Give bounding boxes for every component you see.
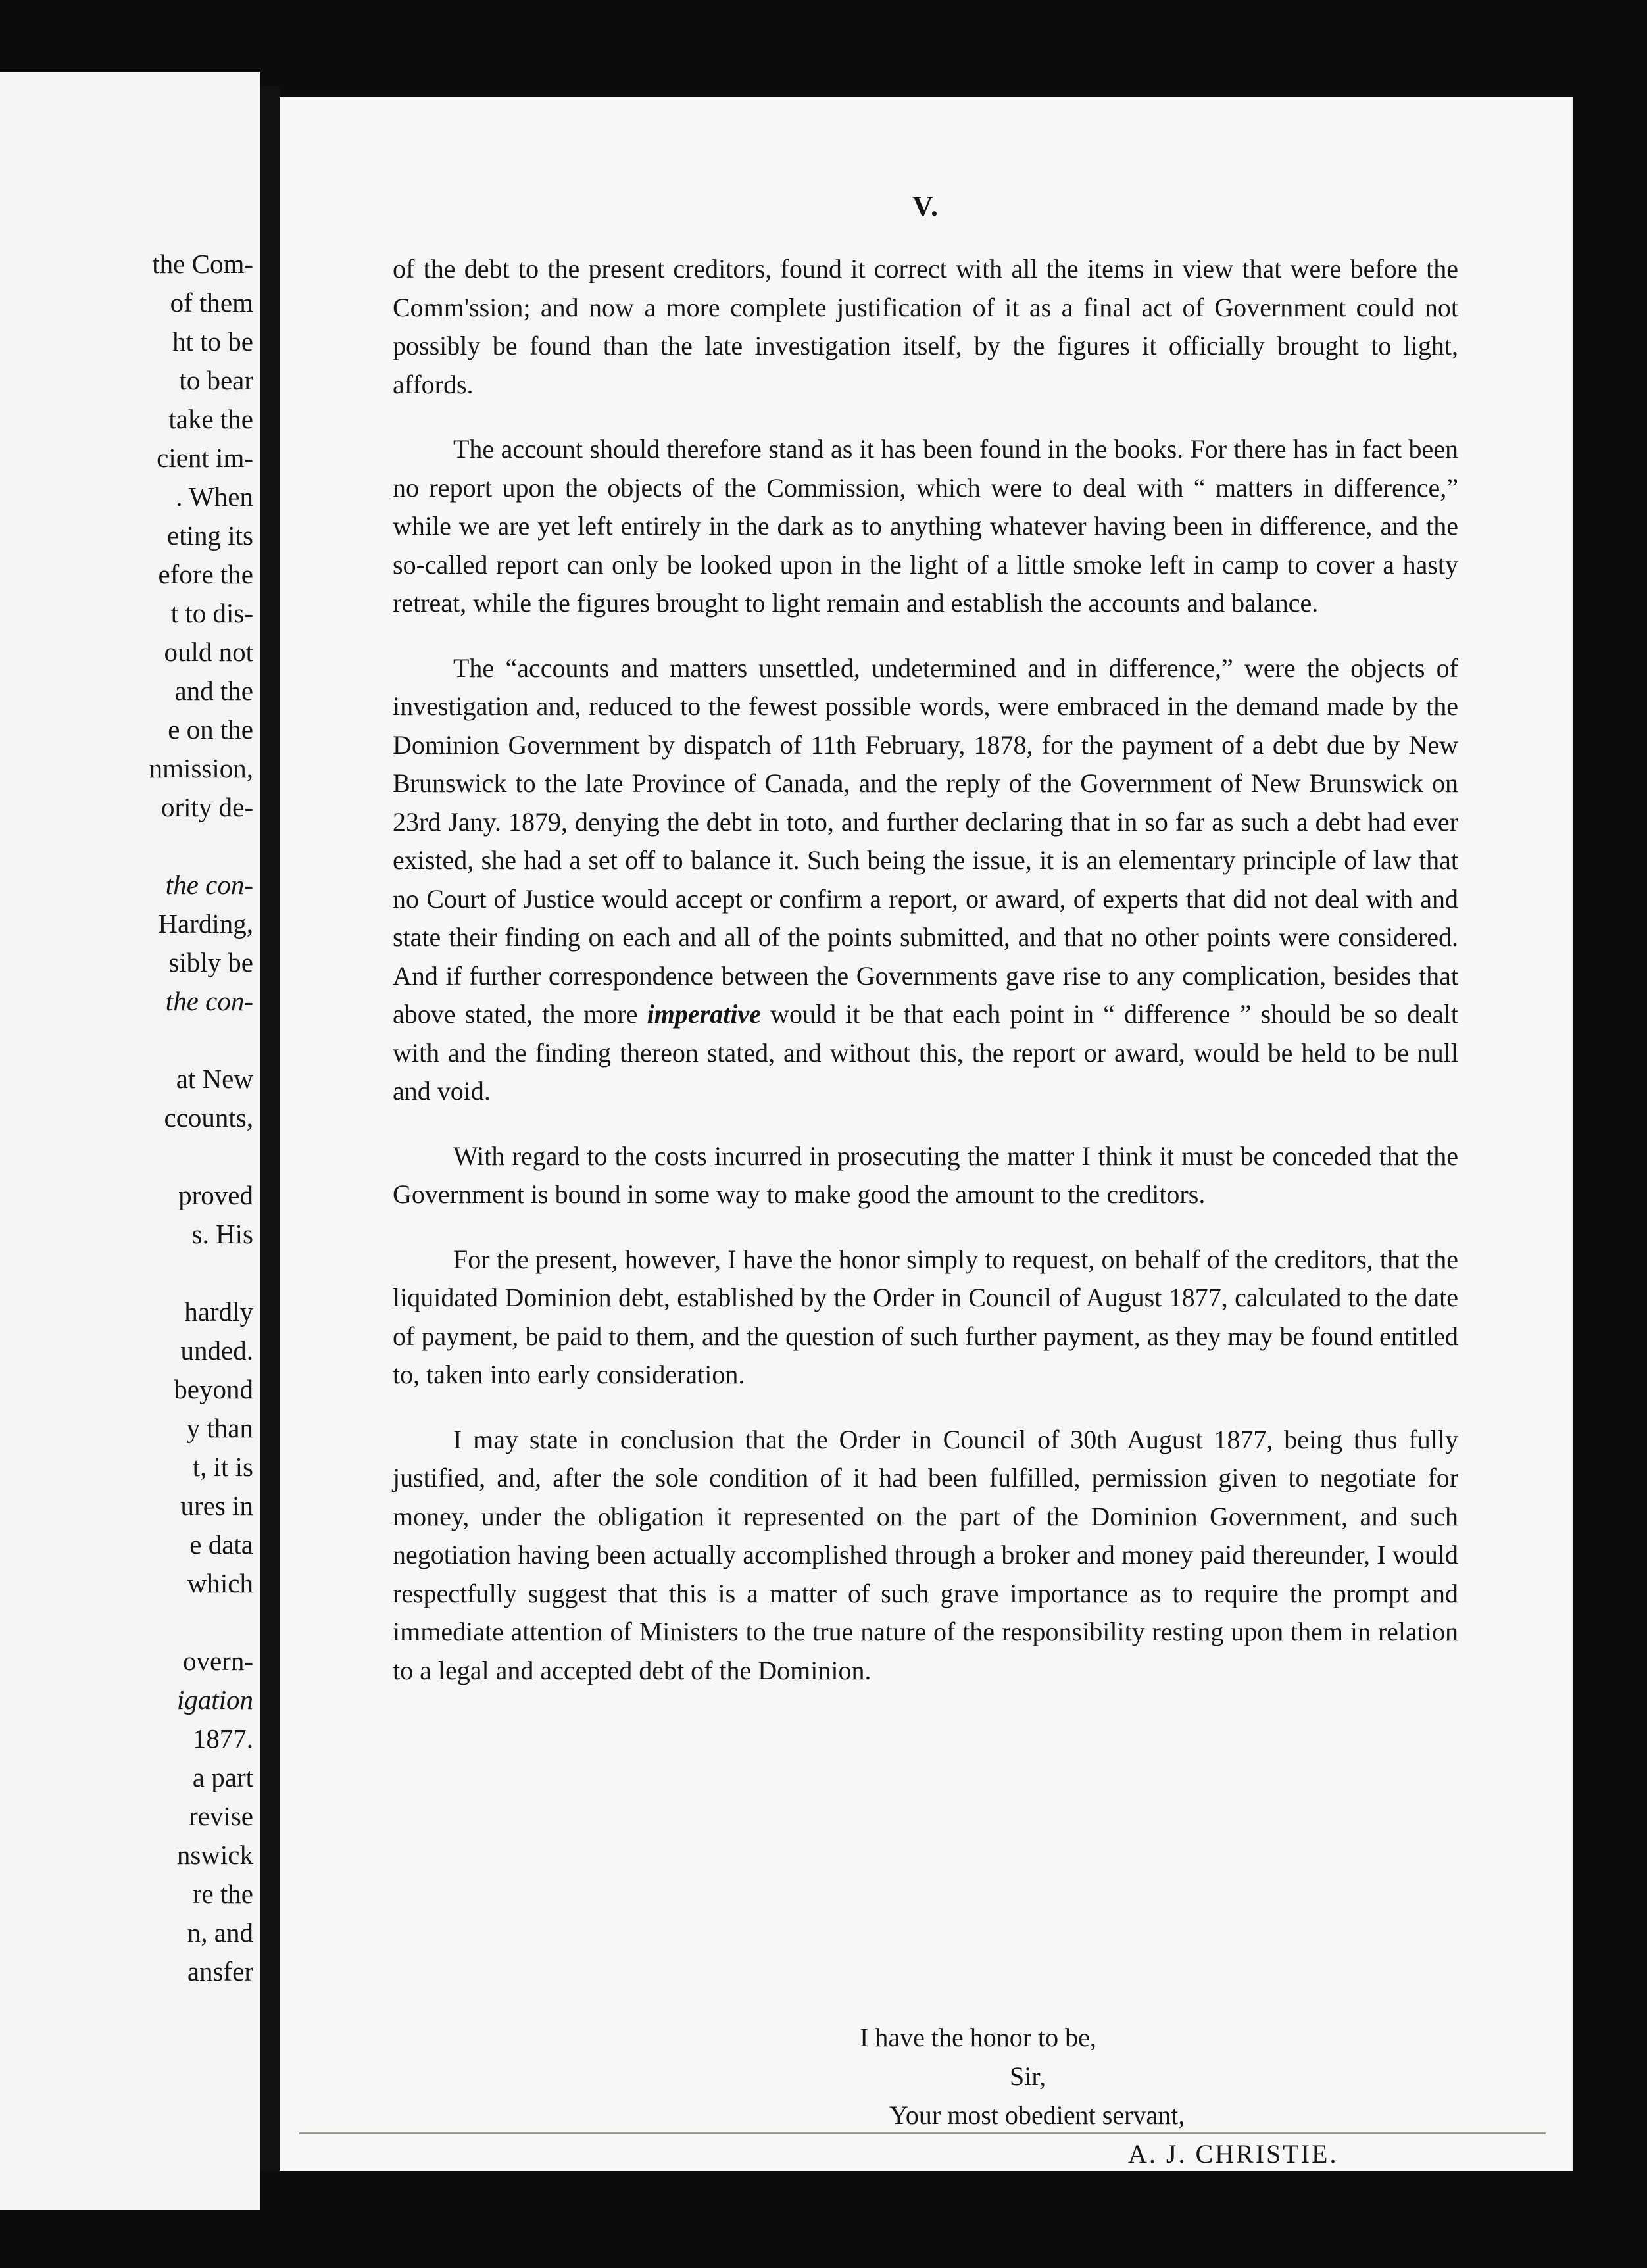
facing-page-line: ccounts,	[164, 1102, 253, 1133]
facing-page-line: e data	[189, 1529, 253, 1560]
facing-page-line: ould not	[164, 637, 253, 667]
emphasized-text: imperative	[647, 999, 761, 1029]
facing-page-line: t to dis-	[170, 598, 253, 628]
facing-page-line: . When	[176, 481, 253, 512]
facing-page-line: n, and	[187, 1917, 253, 1948]
facing-page-line: re the	[192, 1879, 253, 1909]
facing-page-line: e on the	[168, 714, 253, 745]
paragraph	[393, 250, 1458, 404]
facing-page-line: t, it is	[192, 1452, 253, 1482]
paragraph	[393, 430, 1458, 623]
signature: A. J. CHRISTIE.	[1128, 2139, 1339, 2169]
facing-page-line: revise	[189, 1801, 253, 1831]
facing-page-line: ansfer	[187, 1956, 253, 1986]
facing-page-line: Harding,	[158, 908, 253, 939]
facing-page-line: the Com-	[152, 249, 253, 279]
paragraph-text: The “accounts and matters unsettled, undetermined and in difference,” were the objects of investigation and, reduced to the fewest possible words, were embraced in the demand made by the Dominion Government by dispatch of 11th February, 1878, for the payment of a debt due by New Brunswick to the late Province of Canada, and the reply of the Government of New Brunswick on 23rd Jany. 1879, denying the debt in toto, and further declaring that in so far as such a debt had ever existed, she had a set off to balance it. Such being the issue, it is an elementary principle of law that no Court of Justice would accept or confirm a report, or award, of experts that did not deal with and state their finding on each and all of the points submitted, and that no other points were considered. And if further correspondence between the Governments gave rise to any complication, besides that above stated, the more	[393, 653, 1458, 1029]
paragraph-text: The account should therefore stand as it has been found in the books. For there has in fact been no report upon the objects of the Commission, which were to deal with “ matters in difference,” while we are yet left entirely in the dark as to anything whatever having been in difference, and the so-called report can only be looked upon in the light of a little smoke left in camp to cover a hasty retreat, while the figures brought to light remain and establish the accounts and balance.	[393, 434, 1458, 618]
facing-page-line: y than	[186, 1413, 253, 1443]
facing-page-line: 1877.	[192, 1723, 253, 1754]
book-gutter	[260, 86, 280, 2171]
paragraph	[393, 1241, 1458, 1394]
facing-page-line: the con-	[165, 870, 253, 900]
paragraph-text: With regard to the costs incurred in prosecuting the matter I think it must be conceded that the Government is bound in some way to make good the amount to the creditors.	[393, 1141, 1458, 1209]
facing-page-line: overn-	[182, 1646, 253, 1676]
closing-line-sir: Sir,	[1010, 2061, 1046, 2091]
facing-page-line: cient im-	[157, 443, 253, 473]
facing-page-line: eting its	[167, 520, 253, 551]
facing-page-line	[0, 1603, 260, 1642]
facing-page-line: sibly be	[168, 947, 253, 977]
facing-page-left	[0, 72, 260, 2210]
paragraph	[393, 649, 1458, 1111]
facing-page-line	[0, 1021, 260, 1060]
facing-page-line: take the	[168, 404, 253, 434]
facing-page-line: and the	[174, 676, 253, 706]
facing-page-line: hardly	[184, 1296, 253, 1327]
facing-page-line: nmission,	[149, 753, 253, 783]
facing-page-line: nswick	[176, 1840, 253, 1870]
paragraph-text: of the debt to the present creditors, found it correct with all the items in view that were before the Comm'ssion; and now a more complete justification of it as a final act of Government could not possibly be found than the late investigation itself, by the figures it officially brought to light, affords.	[393, 254, 1458, 399]
facing-page-line: ority de-	[160, 792, 253, 822]
page-bottom-edge	[299, 2132, 1546, 2134]
facing-page-line: of them	[170, 287, 253, 318]
closing-line-servant: Your most obedient servant,	[889, 2100, 1185, 2130]
paragraph-text: would it be that each point in “ difference ” should be so dealt with and the finding thereon stated, and without this, the report or award, would be held to be null and void.	[393, 999, 1458, 1106]
facing-page-line: efore the	[158, 559, 253, 589]
facing-page-line	[0, 827, 260, 866]
facing-page-line	[0, 1137, 260, 1176]
facing-page-line: at New	[176, 1064, 253, 1094]
facing-page-line: which	[187, 1568, 253, 1598]
facing-page-line: the con-	[165, 986, 253, 1016]
facing-page-line: igation	[176, 1685, 253, 1715]
facing-page-line: to bear	[179, 365, 253, 395]
letter-closing	[280, 2018, 1572, 2173]
closing-line-honor: I have the honor to be,	[860, 2023, 1096, 2052]
facing-page-text	[0, 245, 260, 1991]
document-page	[280, 97, 1572, 2171]
paragraph	[393, 1137, 1458, 1214]
paragraph-text: For the present, however, I have the honor simply to request, on behalf of the creditors, that the liquidated Dominion debt, established by the Order in Council of August 1877, calculated to the date of payment, be paid to them, and the question of such further payment, as they may be found entitled to, taken into early consideration.	[393, 1244, 1458, 1389]
facing-page-line	[0, 1254, 260, 1293]
page-number-header: V.	[912, 190, 940, 222]
paragraph-text: I may state in conclusion that the Order in Council of 30th August 1877, being thus fully justified, and, after the sole condition of it had been fulfilled, permission given to negotiate for money, under the obligation it represented on the part of the Dominion Government, and such negotiation having been actually accomplished through a broker and money paid thereunder, I would respectfully suggest that this is a matter of such grave importance as to require the prompt and immediate attention of Ministers to the true nature of the responsibility resting upon them in relation to a legal and accepted debt of the Dominion.	[393, 1424, 1458, 1685]
facing-page-line: unded.	[180, 1335, 253, 1366]
facing-page-line: beyond	[174, 1374, 253, 1404]
facing-page-line: ures in	[180, 1491, 253, 1521]
facing-page-line: ht to be	[172, 326, 253, 357]
facing-page-line: s. His	[191, 1219, 253, 1249]
paragraph	[393, 1421, 1458, 1690]
body-text	[393, 250, 1458, 1716]
facing-page-line: proved	[178, 1180, 253, 1210]
facing-page-line: a part	[192, 1762, 253, 1792]
